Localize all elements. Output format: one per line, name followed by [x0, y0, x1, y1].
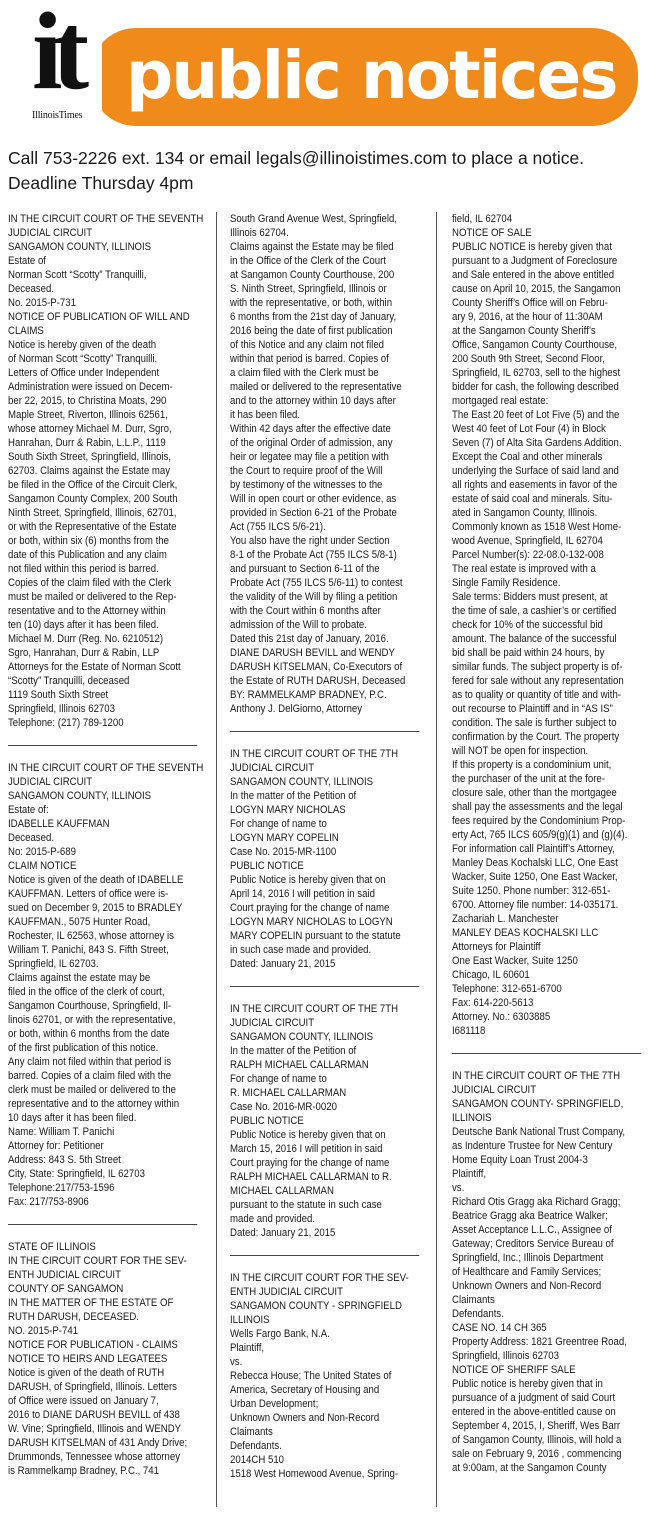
- legal-notice: [230, 1271, 426, 1481]
- notice-line: sale on February 9, 2016 , commencing: [452, 1448, 622, 1460]
- notice-line: entered in the above-entitled cause on: [452, 1406, 616, 1418]
- notice-line: condition. The sale is further subject to: [452, 717, 617, 729]
- notice-line: estate of said coal and minerals. Situ-: [452, 493, 613, 505]
- notice-line: Notice is given of the death of IDABELLE: [8, 874, 184, 886]
- notice-line: Sangamon County Complex, 200 South: [8, 493, 178, 505]
- notice-line: 62703. Claims against the Estate may: [8, 465, 171, 477]
- notice-line: representative and to the attorney within: [8, 1098, 180, 1110]
- deadline-line: Deadline Thursday 4pm: [8, 173, 194, 193]
- notice-line: CLAIMS: [8, 325, 44, 337]
- notice-line: barred. Copies of a claim filed with the: [8, 1070, 172, 1082]
- notice-line: Attorneys for the Estate of Norman Scott: [8, 661, 181, 673]
- notice-line: erty Act, 765 ILCS 605/9(g)(1) and (g)(4).: [452, 829, 628, 841]
- notice-line: BY: RAMMELKAMP BRADNEY, P.C.: [230, 689, 387, 701]
- notice-line: Defendants.: [452, 1308, 504, 1320]
- notice-line: SANGAMON COUNTY, ILLINOIS: [230, 776, 374, 788]
- notice-line: Michael M. Durr (Reg. No. 6210512): [8, 633, 164, 645]
- notice-line: JUDICIAL CIRCUIT: [230, 762, 315, 774]
- legal-notice: [8, 761, 204, 1209]
- notice-line: Dated this 21st day of January, 2016.: [230, 633, 389, 645]
- notice-line: 6700. Attorney file number: 14-035171.: [452, 899, 619, 911]
- notice-line: Telephone: 312-651-6700: [452, 983, 562, 995]
- notice-line: Richard Otis Gragg aka Richard Gragg;: [452, 1196, 621, 1208]
- notice-line: RALPH MICHAEL CALLARMAN: [230, 1059, 369, 1071]
- notice-line: at the Sangamon County Sheriff’s: [452, 325, 596, 337]
- notice-line: IN THE CIRCUIT COURT OF THE 7TH: [230, 1003, 399, 1015]
- notice-line: out recourse to Plaintiff and in “AS IS”: [452, 703, 613, 715]
- notice-line: The East 20 feet of Lot Five (5) and the: [452, 409, 620, 421]
- notice-line: Dated: January 21, 2015: [230, 958, 336, 970]
- notice-separator: [230, 731, 419, 732]
- notice-line: ILLINOIS: [452, 1112, 492, 1124]
- notice-line: Dated: January 21, 2015: [230, 1227, 336, 1239]
- legal-notice: [230, 747, 426, 971]
- notice-line: Sangamon Courthouse, Springfield, Il-: [8, 1000, 172, 1012]
- notice-line: September 4, 2015, I, Sheriff, Wes Barr: [452, 1420, 621, 1432]
- notice-line: with the representative, or both, within: [230, 297, 393, 309]
- notice-line: I681118: [452, 1025, 486, 1037]
- notice-line: IN THE CIRCUIT COURT OF THE 7TH: [230, 748, 399, 760]
- legal-notice: [8, 1240, 204, 1478]
- notice-line: March 15, 2016 I will petition in said: [230, 1143, 383, 1155]
- notice-line: of Office were issued on January 7,: [8, 1395, 159, 1407]
- notice-line: Office, Sangamon County Courthouse,: [452, 339, 618, 351]
- notice-line: underlying the Surface of said land and: [452, 465, 619, 477]
- notice-line: Home Equity Loan Trust 2004-3: [452, 1154, 588, 1166]
- column-divider: [436, 212, 437, 1507]
- notice-line: by testimony of the witnesses to the: [230, 479, 383, 491]
- notice-line: Any claim not filed within that period is: [8, 1056, 172, 1068]
- notice-line: PUBLIC NOTICE is hereby given that: [452, 241, 612, 253]
- notice-line: within that period is barred. Copies of: [230, 353, 389, 365]
- notice-line: as to quality or quantity of title and with-: [452, 689, 622, 701]
- notice-line: 1518 West Homewood Avenue, Spring-: [230, 1468, 399, 1480]
- notice-line: SANGAMON COUNTY - SPRINGFIELD: [230, 1300, 402, 1312]
- notice-line: Plaintiff,: [230, 1342, 265, 1354]
- notice-line: ated in Sangamon County, Illinois.: [452, 507, 598, 519]
- notice-line: Will in open court or other evidence, as: [230, 493, 397, 505]
- notice-line: Parcel Number(s): 22-08.0-132-008: [452, 549, 604, 561]
- notice-line: Springfield, Illinois 62703: [8, 703, 115, 715]
- notice-line: mortgaged real estate:: [452, 395, 549, 407]
- notice-line: Case No. 2016-MR-0020: [230, 1101, 337, 1113]
- notice-line: vs.: [452, 1182, 465, 1194]
- notice-line: Act (755 ILCS 5/6-21).: [230, 521, 326, 533]
- notice-line: Hanrahan, Durr & Rabin, L.L.P., 1119: [8, 437, 166, 449]
- notice-line: bid shall be paid within 24 hours, by: [452, 647, 605, 659]
- notice-line: confirmation by the Court. The property: [452, 731, 620, 743]
- notice-line: DIANE DARUSH BEVILL and WENDY: [230, 647, 395, 659]
- notice-line: field, IL 62704: [452, 213, 513, 225]
- notice-line: You also have the right under Section: [230, 535, 390, 547]
- notice-line: “Scotty” Tranquilli, deceased: [8, 675, 130, 687]
- notice-line: LOGYN MARY NICHOLAS to LOGYN: [230, 916, 393, 928]
- notice-line: Springfield, Inc.; Illinois Department: [452, 1252, 604, 1264]
- notice-line: of the first publication of this notice.: [8, 1042, 159, 1054]
- notice-line: South Grand Avenue West, Springfield,: [230, 213, 398, 225]
- notice-line: PUBLIC NOTICE: [230, 1115, 304, 1127]
- notice-line: Unknown Owners and Non-Record: [452, 1280, 602, 1292]
- notice-line: Estate of: [8, 255, 46, 267]
- notice-line: For change of name to: [230, 1073, 327, 1085]
- notice-line: Probate Act (755 ILCS 5/6-11) to contest: [230, 577, 403, 589]
- notice-line: West 40 feet of Lot Four (4) in Block: [452, 423, 606, 435]
- notice-line: of Norman Scott “Scotty” Tranquilli.: [8, 353, 158, 365]
- notice-line: KAUFFMAN., 5075 Hunter Road,: [8, 916, 151, 928]
- notice-line: Except the Coal and other minerals: [452, 451, 603, 463]
- notice-line: LOGYN MARY NICHOLAS: [230, 804, 346, 816]
- notice-line: Seven (7) of Alta Sita Gardens Addition.: [452, 437, 622, 449]
- notice-line: R. MICHAEL CALLARMAN: [230, 1087, 347, 1099]
- notice-line: Within 42 days after the effective date: [230, 423, 391, 435]
- notice-line: ENTH JUDICIAL CIRCUIT: [8, 1269, 121, 1281]
- notice-line: of Sangamon County, Illinois, will hold a: [452, 1434, 622, 1446]
- notice-line: MANLEY DEAS KOCHALSKI LLC: [452, 927, 599, 939]
- notice-line: LOGYN MARY COPELIN: [230, 832, 339, 844]
- notice-line: DARUSH KITSELMAN of 431 Andy Drive;: [8, 1437, 188, 1449]
- notice-line: If this property is a condominium unit,: [452, 759, 612, 771]
- notice-line: or both, within 6 months from the date: [8, 1028, 170, 1040]
- notice-line: William T. Panichi, 843 S. Fifth Street,: [8, 944, 169, 956]
- notice-line: 2016 to DIANE DARUSH BEVILL of 438: [8, 1409, 180, 1421]
- notice-line: Zachariah L. Manchester: [452, 913, 559, 925]
- notice-line: JUDICIAL CIRCUIT: [452, 1084, 537, 1096]
- notice-line: Court praying for the change of name: [230, 1157, 390, 1169]
- notice-line: Maple Street, Riverton, Illinois 62561,: [8, 409, 168, 421]
- legal-notice: [230, 212, 426, 716]
- notice-line: of this Notice and any claim not filed: [230, 339, 385, 351]
- notice-line: ten (10) days after it has been filed.: [8, 619, 159, 631]
- notice-line: Manley Deas Kochalski LLC, One East: [452, 857, 618, 869]
- notice-line: Asset Acceptance L.L.C., Assignee of: [452, 1224, 612, 1236]
- notice-separator: [8, 745, 197, 746]
- notice-line: Wacker, Suite 1250, One East Wacker,: [452, 871, 618, 883]
- notice-line: SANGAMON COUNTY, ILLINOIS: [230, 1031, 374, 1043]
- notice-line: the validity of the Will by filing a petition: [230, 591, 398, 603]
- notice-line: in the Office of the Clerk of the Court: [230, 255, 386, 267]
- notice-line: For information call Plaintiff’s Attorney,: [452, 843, 615, 855]
- notice-line: RALPH MICHAEL CALLARMAN to R.: [230, 1171, 392, 1183]
- notice-line: Commonly known as 1518 West Home-: [452, 521, 622, 533]
- notice-line: Attorneys for Plaintiff: [452, 941, 541, 953]
- notice-line: In the matter of the Petition of: [230, 790, 357, 802]
- notice-line: date of this Publication and any claim: [8, 549, 167, 561]
- notice-line: pursuant to a Judgment of Foreclosure: [452, 255, 618, 267]
- notice-line: South Sixth Street, Springfield, Illinois,: [8, 451, 172, 463]
- notice-line: the time of sale, a cashier’s or certified: [452, 605, 617, 617]
- notice-line: Urban Development;: [230, 1398, 319, 1410]
- notice-line: at Sangamon County Courthouse, 200: [230, 269, 395, 281]
- notice-line: Estate of:: [8, 804, 49, 816]
- notice-line: bidder for cash, the following described: [452, 381, 619, 393]
- notice-line: as Indenture Trustee for New Century: [452, 1140, 613, 1152]
- notice-line: with the Court within 6 months after: [230, 605, 381, 617]
- notice-line: and pursuant to Section 6-11 of the: [230, 563, 380, 575]
- notice-line: shall pay the assessments and the legal: [452, 801, 623, 813]
- notice-line: Notice is given of the death of RUTH: [8, 1367, 165, 1379]
- notice-line: Norman Scott “Scotty” Tranquilli,: [8, 269, 147, 281]
- notice-line: will NOT be open for inspection.: [452, 745, 589, 757]
- notice-line: check for 10% of the successful bid: [452, 619, 603, 631]
- notice-line: resentative and to the Attorney within: [8, 605, 166, 617]
- contact-info: [8, 146, 644, 196]
- notice-line: 1119 South Sixth Street: [8, 689, 109, 701]
- notice-line: Wells Fargo Bank, N.A.: [230, 1328, 330, 1340]
- notice-line: STATE OF ILLINOIS: [8, 1241, 96, 1253]
- notice-line: SANGAMON COUNTY- SPRINGFIELD,: [452, 1098, 624, 1110]
- notice-line: April 14, 2016 I will petition in said: [230, 888, 375, 900]
- notice-line: Beatrice Gragg aka Beatrice Walker;: [452, 1210, 608, 1222]
- notice-line: not filed within this period is barred.: [8, 563, 159, 575]
- legal-notice: [452, 1069, 648, 1475]
- notice-line: Property Address: 1821 Greentree Road,: [452, 1336, 627, 1348]
- notice-line: heir or legatee may file a petition with: [230, 451, 389, 463]
- notice-line: or both, within six (6) months from the: [8, 535, 169, 547]
- notice-line: America, Secretary of Housing and: [230, 1384, 380, 1396]
- notice-line: The real estate is improved with a: [452, 563, 596, 575]
- notice-line: and Sale entered in the above entitled: [452, 269, 615, 281]
- notice-line: Deceased.: [8, 832, 55, 844]
- notice-line: 6 months from the 21st day of January,: [230, 311, 397, 323]
- notice-line: Fax: 614-220-5613: [452, 997, 534, 1009]
- masthead: [0, 0, 649, 140]
- notice-line: Address: 843 S. 5th Street: [8, 1154, 121, 1166]
- notice-line: IN THE CIRCUIT COURT FOR THE SEV-: [230, 1272, 409, 1284]
- notice-line: Rochester, IL 62563, whose attorney is: [8, 930, 174, 942]
- notice-line: Springfield, Illinois 62703: [452, 1350, 559, 1362]
- notice-line: Deutsche Bank National Trust Company,: [452, 1126, 626, 1138]
- notice-line: whose attorney Michael M. Durr, Sgro,: [8, 423, 172, 435]
- logo-wordmark: IllinoisTimes: [32, 110, 83, 121]
- notice-line: Sale terms: Bidders must present, at: [452, 591, 608, 603]
- notice-line: 200 South 9th Street, Second Floor,: [452, 353, 605, 365]
- notice-line: fees required by the Condominium Prop-: [452, 815, 626, 827]
- notice-line: Sgro, Hanrahan, Durr & Rabin, LLP: [8, 647, 160, 659]
- notice-line: or with the Representative of the Estate: [8, 521, 177, 533]
- notice-line: pursuance of a judgment of said Court: [452, 1392, 616, 1404]
- notice-line: Name: William T. Panichi: [8, 1126, 115, 1138]
- notice-line: One East Wacker, Suite 1250: [452, 955, 578, 967]
- legal-notice: [230, 1002, 426, 1240]
- notice-line: CLAIM NOTICE: [8, 860, 77, 872]
- notice-line: IN THE MATTER OF THE ESTATE OF: [8, 1297, 174, 1309]
- notice-line: Deceased.: [8, 283, 55, 295]
- illinois-times-logo[interactable]: [30, 0, 102, 124]
- notice-line: Springfield, IL 62703, sell to the highest: [452, 367, 621, 379]
- notice-line: S. Ninth Street, Springfield, Illinois or: [230, 283, 387, 295]
- notice-separator: [8, 1224, 197, 1225]
- notice-separator: [230, 986, 419, 987]
- notice-line: Telephone:217/753-1596: [8, 1182, 115, 1194]
- notice-line: NOTICE OF SHERIFF SALE: [452, 1364, 576, 1376]
- notice-line: SANGAMON COUNTY, ILLINOIS: [8, 790, 152, 802]
- notice-line: 2014CH 510: [230, 1454, 285, 1466]
- notice-line: in such case made and provided.: [230, 944, 372, 956]
- notice-line: 10 days after it has been filed.: [8, 1112, 137, 1124]
- notice-line: Administration were issued on Decem-: [8, 381, 173, 393]
- notice-line: Single Family Residence.: [452, 577, 561, 589]
- notice-line: Anthony J. DelGiorno, Attorney: [230, 703, 363, 715]
- notice-line: MICHAEL CALLARMAN: [230, 1185, 334, 1197]
- notice-line: Court praying for the change of name: [230, 902, 390, 914]
- notice-line: Attorney for: Petitioner: [8, 1140, 104, 1152]
- notice-line: made and provided.: [230, 1213, 316, 1225]
- notice-line: Copies of the claim filed with the Clerk: [8, 577, 172, 589]
- notice-line: provided in Section 6-21 of the Probate: [230, 507, 397, 519]
- notice-line: 8-1 of the Probate Act (755 ILCS 5/8-1): [230, 549, 397, 561]
- notice-line: be filed in the Office of the Circuit Clerk,: [8, 479, 178, 491]
- notice-line: KAUFFMAN. Letters of office were is-: [8, 888, 169, 900]
- notice-line: Defendants.: [230, 1440, 282, 1452]
- notice-separator: [452, 1053, 641, 1054]
- notice-line: Ninth Street, Springfield, Illinois, 62701,: [8, 507, 177, 519]
- notice-line: Springfield, IL 62703.: [8, 958, 99, 970]
- notice-line: DARUSH KITSELMAN, Co-Executors of: [230, 661, 403, 673]
- notice-line: Claims against the estate may be: [8, 972, 151, 984]
- notice-line: Gateway; Creditors Service Bureau of: [452, 1238, 614, 1250]
- contact-line: Call 753-2226 ext. 134 or email legals@illinoistimes.com to place a notice.: [8, 148, 585, 168]
- notice-line: Letters of Office under Independent: [8, 367, 160, 379]
- notice-line: Telephone: (217) 789-1200: [8, 717, 124, 729]
- notice-line: Attorney. No.: 6303885: [452, 1011, 551, 1023]
- notice-line: County Sheriff’s Office will on Febru-: [452, 297, 608, 309]
- page-title: public notices: [126, 37, 617, 114]
- notice-line: clerk must be mailed or delivered to the: [8, 1084, 176, 1096]
- notice-line: Case No. 2015-MR-1100: [230, 846, 337, 858]
- notice-line: and to the attorney within 10 days after: [230, 395, 396, 407]
- notice-line: all rights and easements in favor of the: [452, 479, 618, 491]
- notice-line: Chicago, IL 60601: [452, 969, 530, 981]
- notice-line: closure sale, other than the mortgagee: [452, 787, 617, 799]
- notice-line: DARUSH, of Springfield, Illinois. Letters: [8, 1381, 177, 1393]
- notice-line: ary 9, 2016, at the hour of 11:30AM: [452, 311, 603, 323]
- notice-line: amount. The balance of the successful: [452, 633, 617, 645]
- column-divider: [216, 212, 217, 1507]
- notice-line: JUDICIAL CIRCUIT: [230, 1017, 315, 1029]
- notice-line: it has been filed.: [230, 409, 301, 421]
- notice-line: City, State: Springfield, IL 62703: [8, 1168, 145, 1180]
- notice-line: IN THE CIRCUIT COURT OF THE 7TH: [452, 1070, 621, 1082]
- notice-line: For change of name to: [230, 818, 327, 830]
- notice-line: ILLINOIS: [230, 1314, 270, 1326]
- notice-line: must be mailed or delivered to the Rep-: [8, 591, 177, 603]
- notice-line: Illinois 62704.: [230, 227, 289, 239]
- notices-column-3: [452, 212, 648, 1512]
- notice-line: of Healthcare and Family Services;: [452, 1266, 602, 1278]
- notice-line: PUBLIC NOTICE: [230, 860, 304, 872]
- notice-line: ENTH JUDICIAL CIRCUIT: [230, 1286, 343, 1298]
- notice-line: NO. 2015-P-741: [8, 1325, 79, 1337]
- notice-line: CASE NO. 14 CH 365: [452, 1322, 547, 1334]
- notice-line: mailed or delivered to the representative: [230, 381, 402, 393]
- notice-line: Claimants: [452, 1294, 495, 1306]
- notice-line: Rebecca House; The United States of: [230, 1370, 392, 1382]
- notice-line: the Estate of RUTH DARUSH, Deceased: [230, 675, 406, 687]
- notice-line: the Court to require proof of the Will: [230, 465, 383, 477]
- notice-line: at 9:00am, at the Sangamon County: [452, 1462, 607, 1474]
- notice-line: NOTICE OF SALE: [452, 227, 532, 239]
- notice-line: ber 22, 2015, to Christina Moats, 290: [8, 395, 167, 407]
- notice-line: COUNTY OF SANGAMON: [8, 1283, 124, 1295]
- notice-line: In the matter of the Petition of: [230, 1045, 357, 1057]
- notice-line: IN THE CIRCUIT COURT OF THE SEVENTH: [8, 213, 204, 225]
- notice-line: filed in the office of the clerk of court,: [8, 986, 165, 998]
- notice-line: wood Avenue, Springfield, IL 62704: [452, 535, 603, 547]
- notice-line: IN THE CIRCUIT COURT OF THE SEVENTH: [8, 762, 204, 774]
- notice-line: the purchaser of the unit at the fore-: [452, 773, 605, 785]
- notice-line: fered for sale without any representation: [452, 675, 624, 687]
- notice-line: RUTH DARUSH, DECEASED.: [8, 1311, 139, 1323]
- notice-line: Claimants: [230, 1426, 273, 1438]
- notice-line: NOTICE TO HEIRS AND LEGATEES: [8, 1353, 168, 1365]
- notice-line: Unknown Owners and Non-Record: [230, 1412, 380, 1424]
- legal-notice: [452, 212, 648, 1038]
- notice-line: sued on December 9, 2015 to BRADLEY: [8, 902, 183, 914]
- notice-line: No. 2015-P-731: [8, 297, 76, 309]
- notice-line: linois 62701, or with the representative,: [8, 1014, 176, 1026]
- notice-line: Suite 1250. Phone number: 312-651-: [452, 885, 611, 897]
- notice-line: Public notice is hereby given that in: [452, 1378, 603, 1390]
- logo-letters: it: [32, 0, 80, 112]
- notice-line: No: 2015-P-689: [8, 846, 76, 858]
- notice-line: Notice is hereby given of the death: [8, 339, 157, 351]
- notice-line: a claim filed with the Clerk must be: [230, 367, 379, 379]
- notice-line: NOTICE OF PUBLICATION OF WILL AND: [8, 311, 190, 323]
- notice-line: W. Vine; Springfield, Illinois and WENDY: [8, 1423, 182, 1435]
- notice-line: vs.: [230, 1356, 243, 1368]
- notice-line: admission of the Will to probate.: [230, 619, 367, 631]
- notice-separator: [230, 1255, 419, 1256]
- notice-line: is Rammelkamp Bradney, P.C., 741: [8, 1465, 159, 1477]
- notice-line: 2016 being the date of first publication: [230, 325, 393, 337]
- notice-line: cause on April 10, 2015, the Sangamon: [452, 283, 621, 295]
- notice-line: JUDICIAL CIRCUIT: [8, 776, 93, 788]
- notice-line: pursuant to the statute in such case: [230, 1199, 382, 1211]
- notices-column-2: [230, 212, 426, 1512]
- legal-notice: [8, 212, 204, 730]
- notice-line: SANGAMON COUNTY, ILLINOIS: [8, 241, 152, 253]
- notice-line: IN THE CIRCUIT COURT FOR THE SEV-: [8, 1255, 187, 1267]
- notice-line: Plaintiff,: [452, 1168, 487, 1180]
- notice-line: JUDICIAL CIRCUIT: [8, 227, 93, 239]
- notice-line: Public Notice is hereby given that on: [230, 874, 386, 886]
- notice-line: Claims against the Estate may be filed: [230, 241, 394, 253]
- notice-line: of the original Order of admission, any: [230, 437, 393, 449]
- notice-line: MARY COPELIN pursuant to the statute: [230, 930, 401, 942]
- notice-line: Drummonds, Tennessee whose attorney: [8, 1451, 181, 1463]
- notice-line: Public Notice is hereby given that on: [230, 1129, 386, 1141]
- notices-column-1: [8, 212, 204, 1512]
- notice-line: IDABELLE KAUFFMAN: [8, 818, 110, 830]
- notice-line: Fax: 217/753-8906: [8, 1196, 89, 1208]
- notice-line: similar funds. The subject property is of-: [452, 661, 623, 673]
- notice-line: NOTICE FOR PUBLICATION - CLAIMS: [8, 1339, 178, 1351]
